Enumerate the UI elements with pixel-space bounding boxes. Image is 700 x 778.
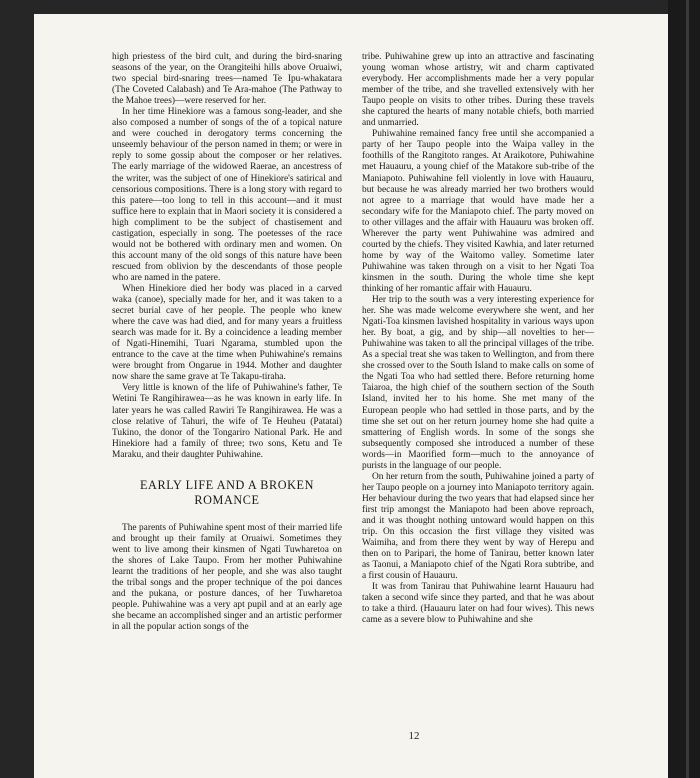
left-paragraph-1: high priestess of the bird cult, and during the bird-snaring seasons of the year, on the Orangiteihi hills above Oruaiwi, two special bird-snaring trees—named Te Ipu-whakatara (The Coveted Calabash) and Te Ara-mahoe (The Pathway to the Mahoe trees)—were reserved for her. bbox=[112, 52, 342, 107]
section-heading bbox=[112, 478, 342, 508]
right-paragraph-3: Her trip to the south was a very interesting experience for her. She was made welcome everywhere she went, and her Ngati-Toa kinsmen lavished hospitality in various ways upon her. By boat, a gig, and by ship—all novelties to her—Puhiwahine was taken to all the principal villages of the tribe. As a special treat she was taken to Wellington, and from there she crossed over to the South Island to make calls on some of the Ngati Toa who had settled there. Before returning home Taiaroa, the high chief of the southern section of the South Island, invited her to his home. She met many of the European people who had settled in those parts, and by the time she set out on her return journey home she had quite a smattering of English words. In some of the songs she subsequently composed she introduced a number of these words—in Maorified form—much to the annoyance of purists in the language of our people. bbox=[362, 295, 594, 471]
section-heading-line-1: EARLY LIFE AND A BROKEN bbox=[140, 477, 314, 492]
right-paragraph-4: On her return from the south, Puhiwahine joined a party of her Taupo people on a journey into Maniapoto territory again. Her behaviour during the two years that had elapsed since her first trip amongst the Maniapoto had been above reproach, and it was thought nothing untoward would happen on this trip. On this occasion the first village they visited was Waimiha, and from there they went by way of Herepu and then on to Paripari, the home of Tanirau, better known later as Taonui, a Maniapoto chief of the Ngati Rora subtribe, and a first cousin of Hauauru. bbox=[362, 471, 594, 582]
right-column bbox=[362, 52, 594, 626]
section-heading-line-2: ROMANCE bbox=[194, 492, 260, 507]
scan-dark-edge bbox=[668, 0, 700, 778]
left-paragraph-4: Very little is known of the life of Puhiwahine's father, Te Wetini Te Rangihirawea—as he was known in early life. In later years he was called Rawiri Te Rangihirawea. He was a close relative of Tahuri, the wife of Te Heuheu (Patatai) Tukino, the donor of the Tongariro National Park. He and Hinekiore had a family of three; two sons, Ketu and Te Maraku, and their daughter Puhiwahine. bbox=[112, 383, 342, 460]
left-paragraph-2: In her time Hinekiore was a famous song-leader, and she also composed a number of songs of the of a topical nature and were couched in derogatory terms concerning the unseemly behaviour of the person named in them; or were in reply to some gossip about the composer or her relatives. The early marriage of the widowed Raerae, an ancestress of the writer, was the subject of one of Hinekiore's satirical and censorious compositions. There is a long story with regard to this patere—too long to tell in this account—and it must suffice here to explain that in Maori society it is considered a high compliment to be the subject of chastisement and castigation, especially in song. The poetesses of the race would not be bothered with ordinary men and women. On this account many of the old songs of this nature have been rescued from oblivion by the descendants of those people who are named in the patere. bbox=[112, 107, 342, 283]
left-paragraph-3: When Hinekiore died her body was placed in a carved waka (canoe), specially made for her, and it was taken to a secret burial cave of her people. The people who knew where the cave was had died, and for many years a fruitless search was made for it. By a coincidence a leading member of Ngati-Hinemihi, Tuari Ngarama, stumbled upon the entrance to the cave at the time when Puhiwahine's remains were brought from Ongarue in 1944. Mother and daughter now share the same grave at Te Takapu-tiraha. bbox=[112, 283, 342, 383]
right-paragraph-5: It was from Tanirau that Puhiwahine learnt Hauauru had taken a second wife since they parted, and that he was about to take a third. (Hauauru later on had four wives). This news came as a severe blow to Puhiwahine and she bbox=[362, 582, 594, 626]
document-page bbox=[34, 14, 668, 778]
right-paragraph-2: Puhiwahine remained fancy free until she accompanied a party of her Taupo people into the Waipa valley in the foothills of the Rangitoto ranges. At Araikotore, Puhiwahine met Hauauru, a young chief of the Matakore sub-tribe of the Maniapoto. Puhiwahine fell violently in love with Hauauru, but because he was already married her two brothers would not agree to a marriage that would have made her a secondary wife for the Maniapoto chief. The party moved on to other villages and the affair with Hauauru was broken off. Wherever the party went Puhiwahine was admired and courted by the chiefs. They visited Kawhia, and later returned home by way of the Waitomo valley. Sometime later Puhiwahine was taken through on a visit to her Ngati Toa kinsmen in the south. During the whole time she kept thinking of her romantic affair with Hauauru. bbox=[362, 129, 594, 294]
left-paragraph-5: The parents of Puhiwahine spent most of their married life and brought up their family at Oruaiwi. Sometimes they went to live among their kinsmen of Ngati Tuwharetoa on the shores of Lake Taupo. From her mother Puhiwahine learnt the traditions of her people, and she was also taught the tribal songs and the proper technique of the poi dances and the pukana, or posture dances, of her Tuwharetoa people. Puhiwahine was a very apt pupil and at an early age she became an accomplished singer and an artistic performer in all the popular action songs of the bbox=[112, 522, 342, 633]
left-column bbox=[112, 52, 342, 633]
scan-spine-line bbox=[686, 0, 689, 778]
page-number: 12 bbox=[408, 730, 420, 742]
right-paragraph-1: tribe. Puhiwahine grew up into an attractive and fascinating young woman whose artistry, wit and charm captivated everybody. Her accomplishments made her a very popular member of the tribe, and she travelled extensively with her Taupo people on visits to other tribes. During these travels she captured the hearts of many notable chiefs, both married and unmarried. bbox=[362, 52, 594, 129]
